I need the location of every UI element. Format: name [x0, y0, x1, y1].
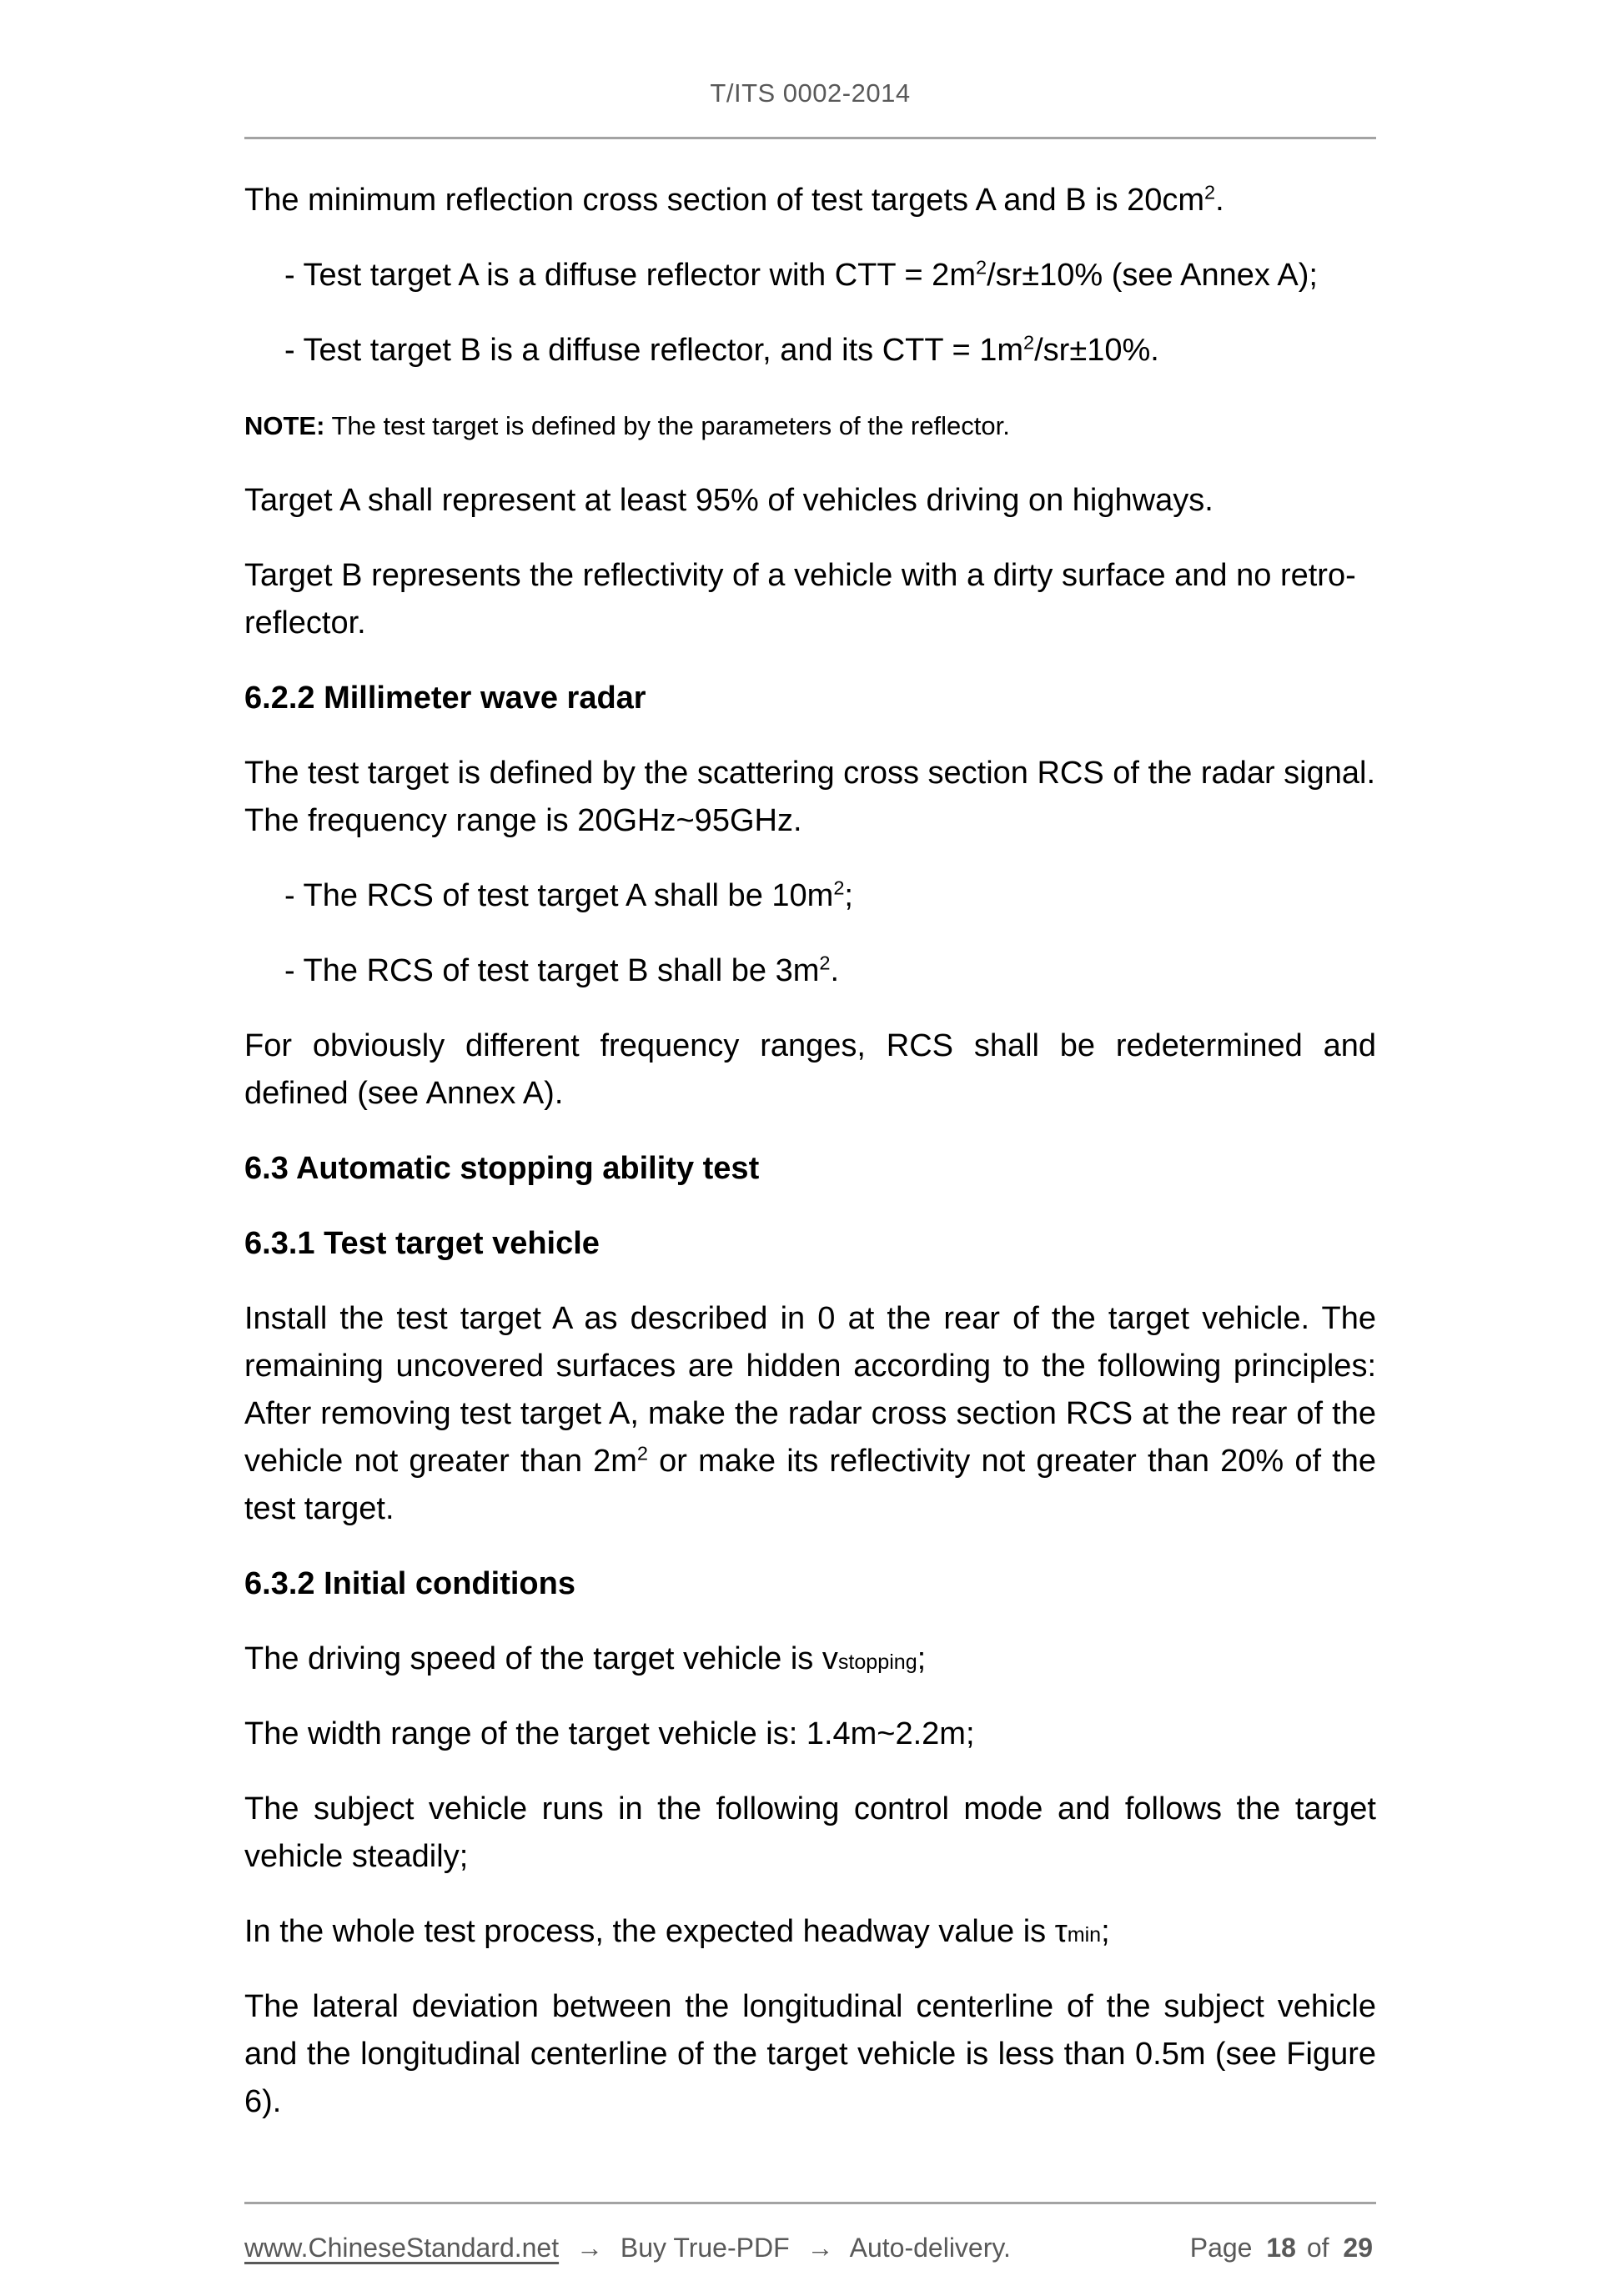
paragraph [244, 1295, 1376, 1533]
text-run: The subject vehicle runs in the following control mode and follows the target vehicle steadily; [244, 1791, 1376, 1874]
text-run: /sr±10%. [1034, 333, 1159, 368]
text-run: In the whole test process, the expected headway value is τ [244, 1914, 1068, 1949]
text-run: - The RCS of test target B shall be 3m [284, 953, 820, 988]
standard-number: T/ITS 0002-2014 [710, 78, 911, 108]
text-run: Target B represents the reflectivity of a vehicle with a dirty surface and no retro-reflector. [244, 558, 1356, 641]
text-run: - Test target A is a diffuse reflector with CTT = 2m [284, 258, 976, 293]
section-heading [244, 1560, 1376, 1608]
text-run: ; [1101, 1914, 1110, 1949]
text-run: 6.3.2 Initial conditions [244, 1566, 575, 1601]
superscript: 2 [819, 952, 831, 974]
superscript: 2 [636, 1442, 649, 1465]
text-run: 6.3 Automatic stopping ability test [244, 1151, 760, 1186]
note-label: NOTE: [244, 411, 325, 440]
page-indicator [1190, 2231, 1376, 2264]
page-footer [244, 2202, 1376, 2264]
text-run: - The RCS of test target A shall be 10m [284, 878, 834, 913]
paragraph [244, 947, 1376, 995]
text-run: - Test target B is a diffuse reflector, and its CTT = 1m [284, 333, 1024, 368]
paragraph [244, 552, 1376, 647]
document-header [244, 0, 1376, 139]
text-run: . [830, 953, 840, 988]
paragraph [244, 1983, 1376, 2126]
text-run: The minimum reflection cross section of test targets A and B is 20cm [244, 183, 1205, 218]
text-run: 6.3.1 Test target vehicle [244, 1226, 600, 1261]
section-heading [244, 1145, 1376, 1193]
paragraph [244, 1711, 1376, 1758]
text-run: Install the test target A as described in 0 at the rear of the target vehicle. The remaining uncovered surfaces are hidden according to the following principles: After removing test target A, make the radar cross section RCS at the rear of the vehicle not greater than 2m [244, 1301, 1376, 1479]
superscript: 2 [1023, 331, 1035, 354]
text-run: ; [844, 878, 853, 913]
footer-buy-label: Buy True-PDF [620, 2233, 790, 2263]
section-heading [244, 1220, 1376, 1268]
paragraph [244, 1908, 1376, 1956]
paragraph [244, 1786, 1376, 1881]
arrow-right-icon: → [576, 2233, 603, 2263]
arrow-right-icon: → [806, 2233, 834, 2263]
paragraph [244, 402, 1376, 450]
page-label: Page [1189, 2233, 1253, 2263]
text-run: The width range of the target vehicle is: 1.4m~2.2m; [244, 1716, 975, 1751]
text-run: or make its reflectivity not greater than 20% of the test target. [244, 1444, 1376, 1526]
footer-link[interactable]: www.ChineseStandard.net [244, 2233, 560, 2263]
document-body [244, 177, 1376, 2153]
text-run: ; [917, 1641, 927, 1676]
paragraph [244, 1022, 1376, 1118]
paragraph [244, 477, 1376, 525]
of-label: of [1306, 2233, 1329, 2263]
text-run: For obviously different frequency ranges, RCS shall be redetermined and defined (see Annex A). [244, 1028, 1376, 1111]
paragraph [244, 872, 1376, 920]
section-heading [244, 675, 1376, 722]
text-run: The driving speed of the target vehicle is v [244, 1641, 838, 1676]
text-run: The lateral deviation between the longitudinal centerline of the subject vehicle and the longitudinal centerline of the target vehicle is less than 0.5m (see Figure 6). [244, 1989, 1376, 2119]
superscript: 2 [833, 877, 845, 899]
footer-delivery-label: Auto-delivery. [849, 2233, 1011, 2263]
text-run: Target A shall represent at least 95% of vehicles driving on highways. [244, 483, 1213, 518]
text-run: The test target is defined by the scattering cross section RCS of the radar signal. The frequency range is 20GHz~95GHz. [244, 756, 1376, 838]
paragraph [244, 750, 1376, 845]
text-run: /sr±10% (see Annex A); [987, 258, 1318, 293]
footer-source-line [244, 2231, 1011, 2264]
subscript: min [1067, 1923, 1102, 1947]
text-run: The test target is defined by the parameters of the reflector. [324, 411, 1010, 440]
paragraph [244, 252, 1376, 299]
subscript: stopping [837, 1650, 917, 1674]
paragraph [244, 1635, 1376, 1683]
paragraph [244, 177, 1376, 224]
page-total: 29 [1343, 2233, 1373, 2263]
page-current: 18 [1266, 2233, 1296, 2263]
paragraph [244, 327, 1376, 374]
superscript: 2 [975, 256, 987, 279]
text-run: 6.2.2 Millimeter wave radar [244, 681, 646, 716]
text-run: . [1215, 183, 1224, 218]
superscript: 2 [1204, 181, 1216, 203]
